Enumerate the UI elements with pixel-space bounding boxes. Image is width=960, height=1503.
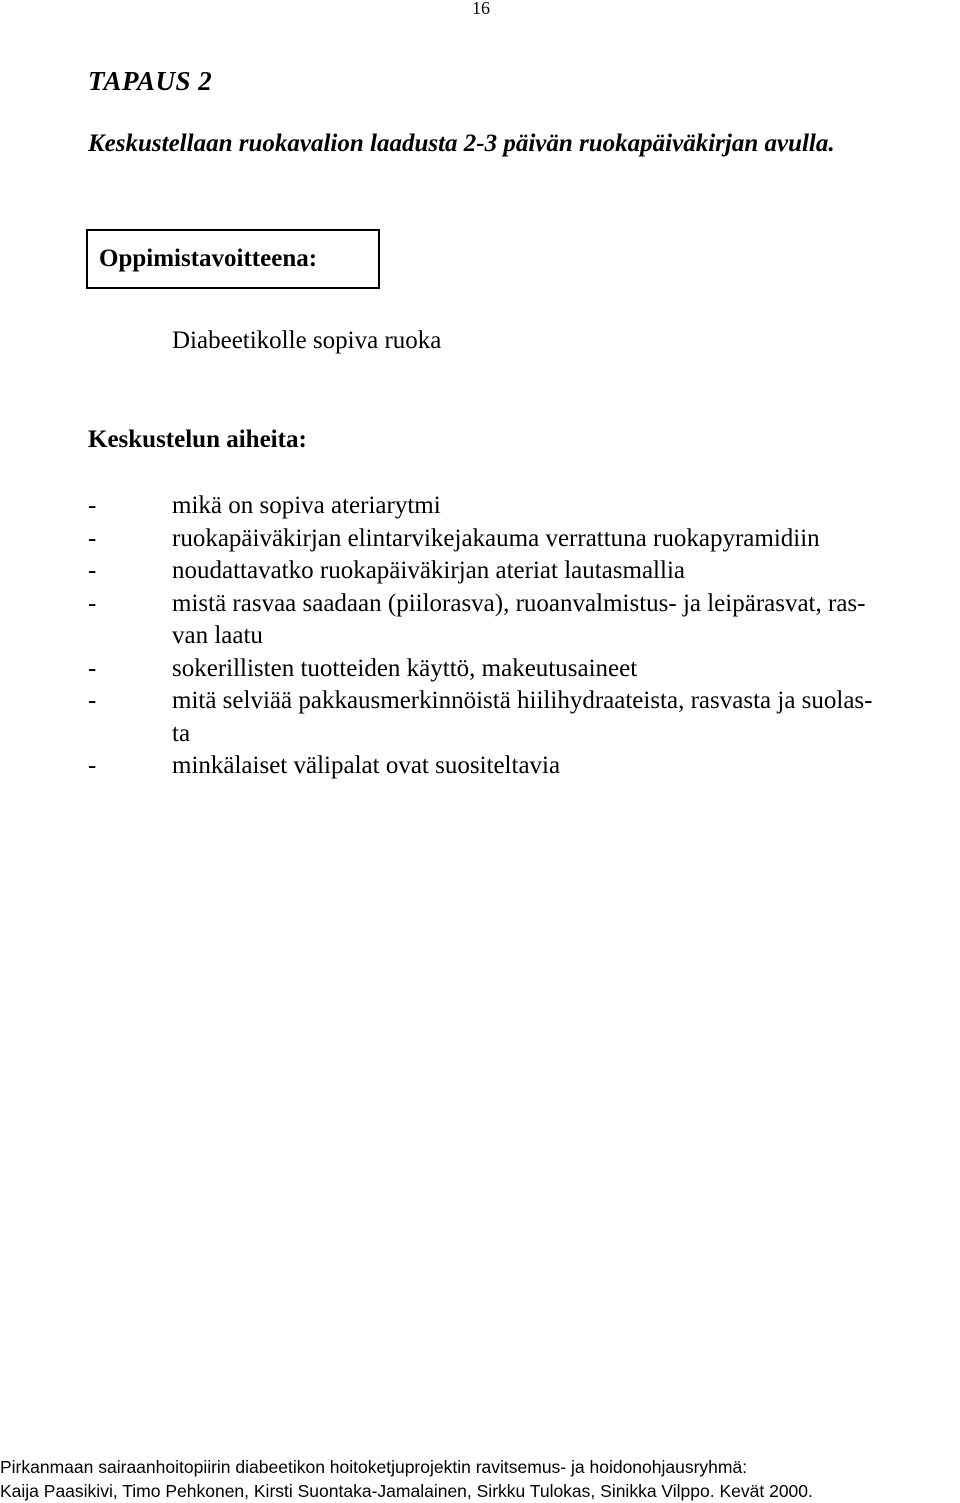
list-item bbox=[88, 555, 948, 588]
learning-goal-box bbox=[86, 229, 380, 289]
learning-goal-text: Diabeetikolle sopiva ruoka bbox=[172, 327, 442, 354]
list-bullet: - bbox=[88, 687, 97, 714]
list-item bbox=[88, 653, 948, 686]
list-item bbox=[88, 685, 948, 750]
list-item-text: ruokapäiväkirjan elintarvikejakauma verrattuna ruokapyramidiin bbox=[172, 524, 820, 552]
discussion-topics-list bbox=[88, 490, 948, 783]
list-item-text: sokerillisten tuotteiden käyttö, makeutusaineet bbox=[172, 654, 638, 682]
list-item bbox=[88, 588, 948, 653]
list-bullet: - bbox=[88, 752, 97, 779]
list-item-text: minkälaiset välipalat ovat suositeltavia bbox=[172, 752, 561, 779]
list-bullet: - bbox=[88, 557, 97, 584]
page-number: 16 bbox=[472, 0, 490, 18]
list-bullet: - bbox=[88, 654, 97, 682]
learning-goal-label: Oppimistavoitteena: bbox=[99, 245, 318, 272]
list-item-text: mistä rasvaa saadaan (piilorasva), ruoanvalmistus- ja leipärasvat, ras- van laatu bbox=[172, 589, 866, 649]
list-item-text: noudattavatko ruokapäiväkirjan ateriat lautasmallia bbox=[172, 557, 685, 584]
list-bullet: - bbox=[88, 524, 97, 552]
list-bullet: - bbox=[88, 492, 97, 519]
case-title: TAPAUS 2 bbox=[88, 66, 213, 96]
list-item-text: mikä on sopiva ateriarytmi bbox=[172, 492, 441, 519]
list-item bbox=[88, 523, 948, 556]
discussion-topics-heading: Keskustelun aiheita: bbox=[88, 426, 307, 453]
list-bullet: - bbox=[88, 589, 97, 617]
list-item bbox=[88, 490, 948, 523]
footer-authors-line: Kaija Paasikivi, Timo Pehkonen, Kirsti Suontaka-Jamalainen, Sirkku Tulokas, Sinikka Vilppo. Kevät 2000. bbox=[0, 1481, 813, 1501]
list-item bbox=[88, 750, 948, 783]
list-item-text: mitä selviää pakkausmerkinnöistä hiilihydraateista, rasvasta ja suolas- ta bbox=[172, 687, 873, 747]
footer-project-line: Pirkanmaan sairaanhoitopiirin diabeetikon hoitoketjuprojektin ravitsemus- ja hoidonohjausryhmä: bbox=[0, 1457, 748, 1477]
case-subtitle: Keskustellaan ruokavalion laadusta 2-3 päivän ruokapäiväkirjan avulla. bbox=[88, 130, 835, 157]
